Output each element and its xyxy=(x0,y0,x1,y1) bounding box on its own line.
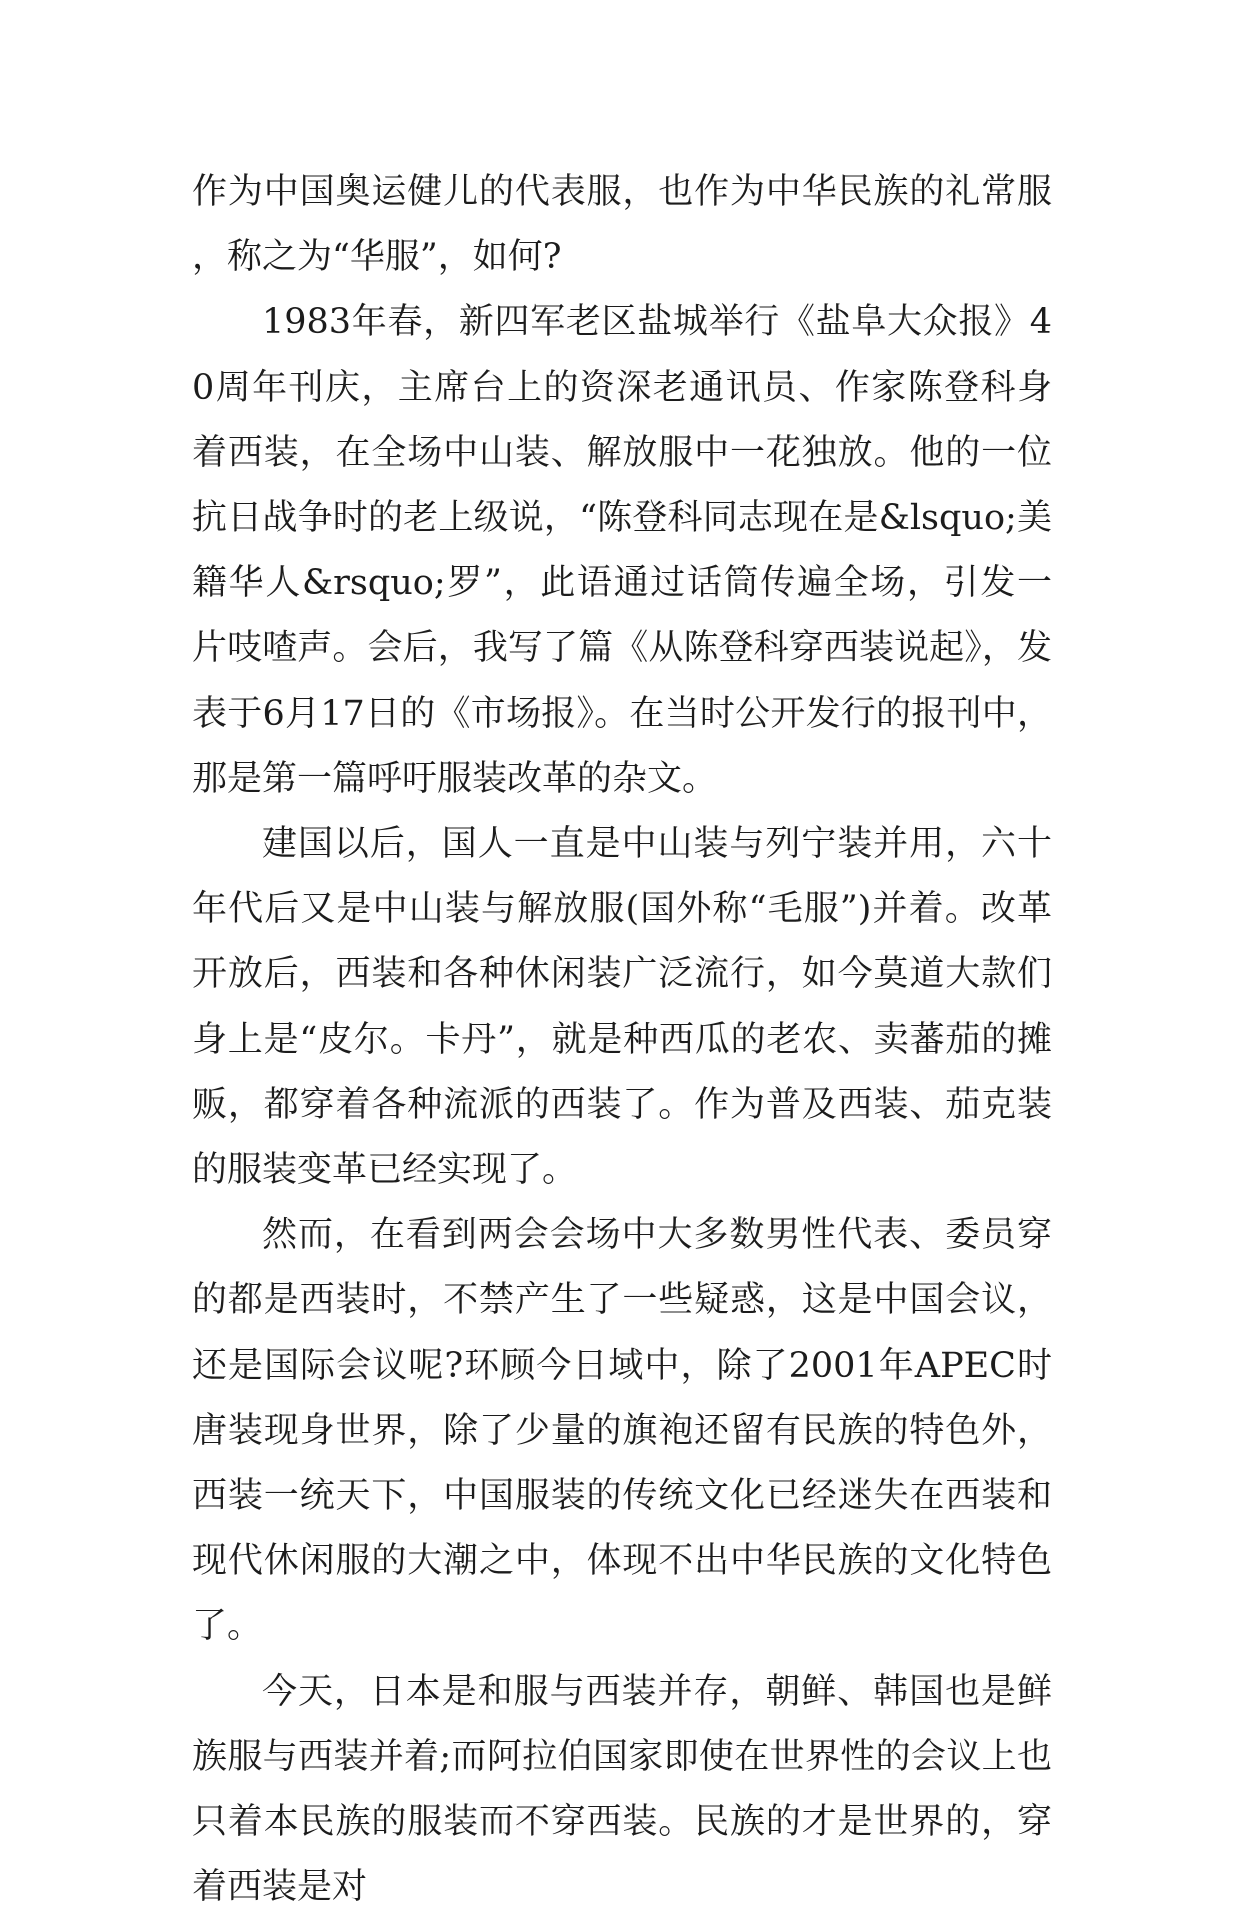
paragraph-4: 然而，在看到两会会场中大多数男性代表、委员穿的都是西装时，不禁产生了一些疑惑，这是中国会议，还是国际会议呢?环顾今日域中，除了2001年APEC时唐装现身世界，除了少量的旗袍还留有民族的特色外，西装一统天下，中国服装的传统文化已经迷失在西装和现代休闲服的大潮之中，体现不出中华民族的文化特色了。 xyxy=(192,1215,1052,1647)
paragraph-2: 1983年春，新四军老区盐城举行《盐阜大众报》40周年刊庆，主席台上的资深老通讯员、作家陈登科身着西装，在全场中山装、解放服中一花独放。他的一位抗日战争时的老上级说，“陈登科同志现在是&lsquo;美籍华人&rsquo;罗”，此语通过话筒传遍全场，引发一片吱喳声。会后，我写了篇《从陈登科穿西装说起》，发表于6月17日的《市场报》。在当时公开发行的报刊中，那是第一篇呼吁服装改革的杂文。 xyxy=(192,302,1052,799)
article-body xyxy=(192,160,1052,1920)
paragraph-1: 作为中国奥运健儿的代表服，也作为中华民族的礼常服，称之为“华服”，如何? xyxy=(192,172,1052,278)
paragraph-3: 建国以后，国人一直是中山装与列宁装并用，六十年代后又是中山装与解放服(国外称“毛服”)并着。改革开放后，西装和各种休闲装广泛流行，如今莫道大款们身上是“皮尔。卡丹”，就是种西瓜的老农、卖蕃茄的摊贩，都穿着各种流派的西装了。作为普及西装、茄克装的服装变革已经实现了。 xyxy=(192,824,1052,1191)
paragraph-5: 今天，日本是和服与西装并存，朝鲜、韩国也是鲜族服与西装并着;而阿拉伯国家即使在世界性的会议上也只着本民族的服装而不穿西装。民族的才是世界的，穿着西装是对 xyxy=(192,1671,1052,1908)
